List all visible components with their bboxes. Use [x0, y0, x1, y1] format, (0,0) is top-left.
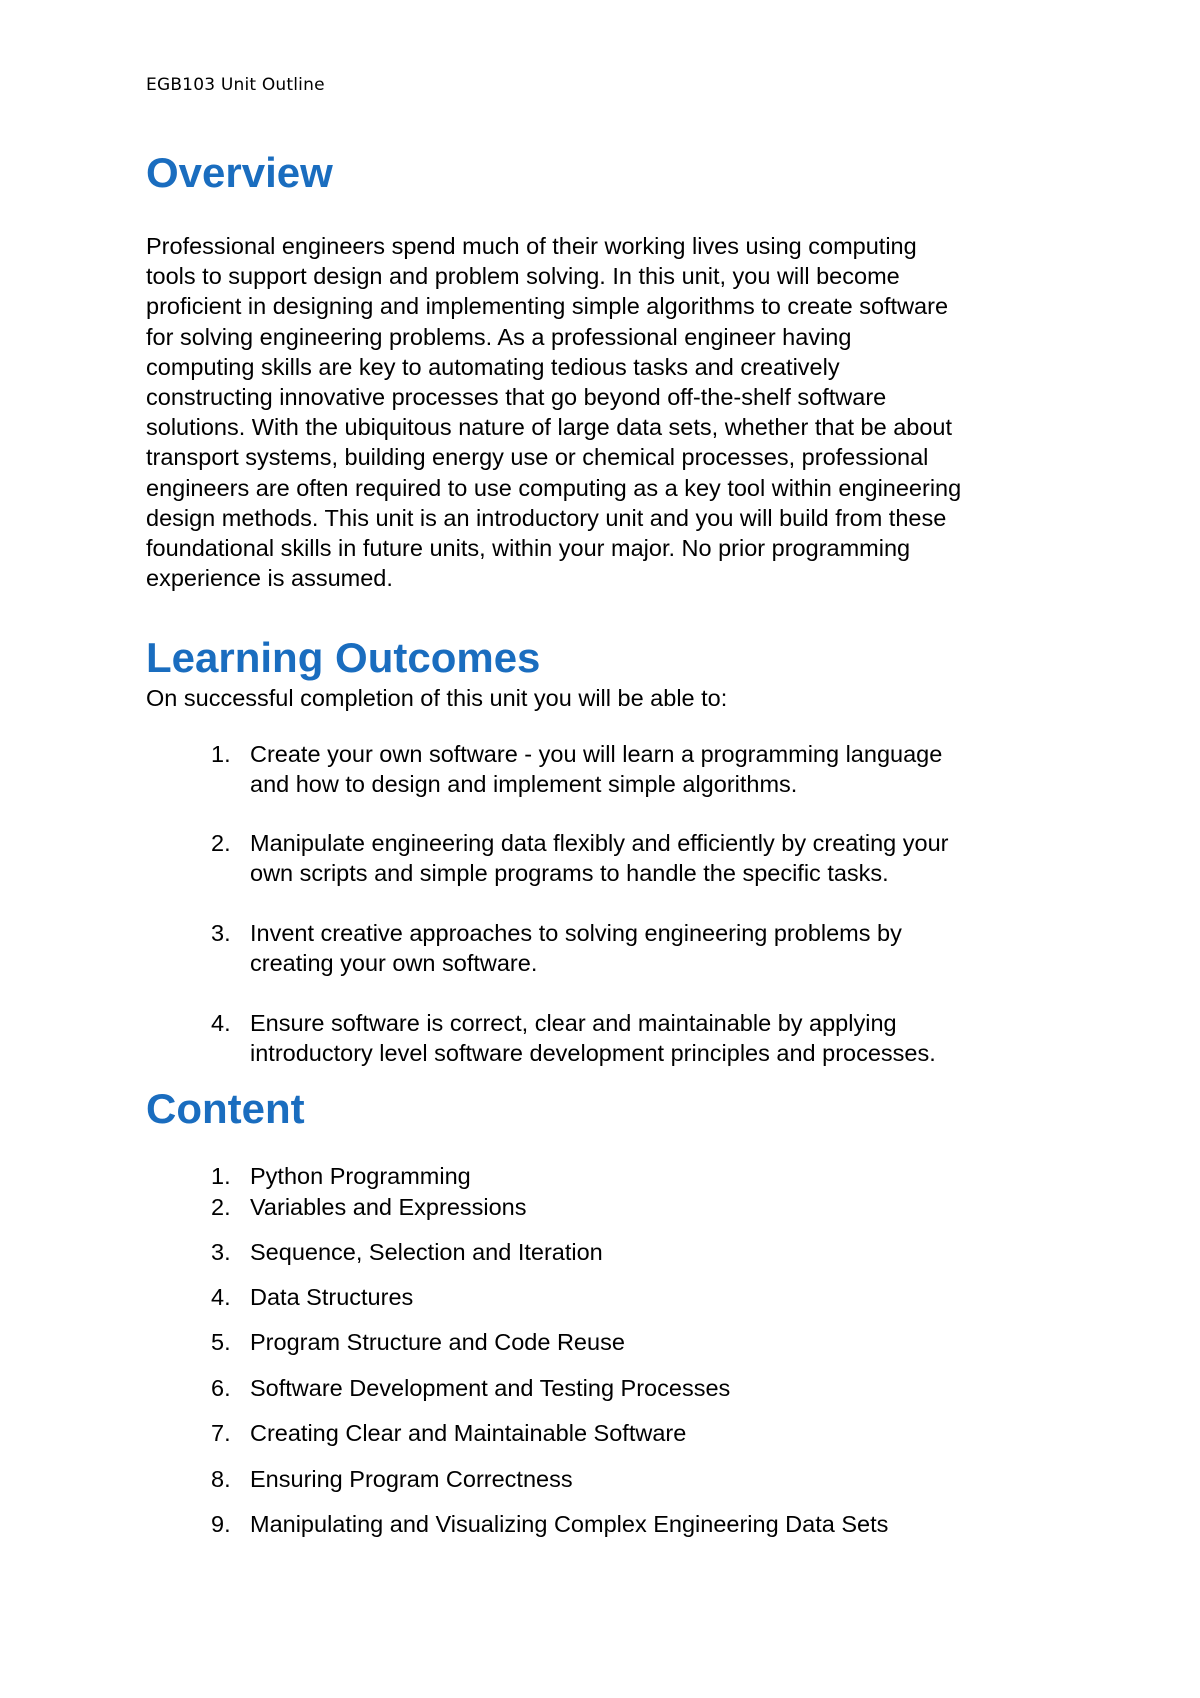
learning-outcomes-heading: Learning Outcomes: [146, 634, 541, 681]
list-number: 7.: [211, 1420, 231, 1446]
learning-outcomes-intro: On successful completion of this unit you will be able to:: [146, 685, 728, 711]
outcome-line: introductory level software development principles and processes.: [250, 1040, 936, 1066]
overview-line: proficient in designing and implementing simple algorithms to create software: [146, 293, 949, 320]
content-heading: Content: [146, 1085, 305, 1132]
list-number: 3.: [211, 920, 231, 946]
overview-line: constructing innovative processes that go beyond off-the-shelf software: [146, 384, 887, 411]
list-text: Program Structure and Code Reuse: [250, 1329, 625, 1355]
list-number: 6.: [211, 1375, 231, 1401]
overview-line: solutions. With the ubiquitous nature of large data sets, whether that be about: [146, 414, 953, 441]
list-number: 1.: [211, 741, 231, 767]
overview-line: foundational skills in future units, within your major. No prior programming: [146, 535, 911, 562]
list-text: Manipulating and Visualizing Complex Engineering Data Sets: [250, 1511, 889, 1537]
running-header: EGB103 Unit Outline: [146, 75, 325, 95]
list-text: Variables and Expressions: [250, 1194, 527, 1220]
outcome-line: own scripts and simple programs to handle the specific tasks.: [250, 860, 889, 886]
list-text: [250, 1008, 1050, 1068]
list-number: 4.: [211, 1284, 231, 1310]
outcome-line: Manipulate engineering data flexibly and efficiently by creating your: [250, 830, 949, 856]
outcome-line: and how to design and implement simple algorithms.: [250, 771, 798, 797]
list-number: 2.: [211, 1194, 231, 1220]
list-number: 9.: [211, 1511, 231, 1537]
overview-line: Professional engineers spend much of their working lives using computing: [146, 233, 917, 259]
overview-line: transport systems, building energy use or chemical processes, professional: [146, 444, 929, 471]
outcome-line: Invent creative approaches to solving engineering problems by: [250, 920, 902, 946]
list-number: 8.: [211, 1466, 231, 1492]
list-number: 1.: [211, 1163, 231, 1189]
overview-line: for solving engineering problems. As a professional engineer having: [146, 323, 852, 350]
list-text: Creating Clear and Maintainable Software: [250, 1420, 687, 1446]
overview-line: engineers are often required to use computing as a key tool within engineering: [146, 474, 962, 501]
list-text: [250, 739, 1050, 799]
list-text: Ensuring Program Correctness: [250, 1466, 573, 1492]
overview-line: tools to support design and problem solving. In this unit, you will become: [146, 263, 900, 290]
list-number: 2.: [211, 830, 231, 856]
outcome-line: Create your own software - you will learn a programming language: [250, 741, 943, 767]
list-text: Software Development and Testing Processes: [250, 1375, 731, 1401]
overview-heading: Overview: [146, 149, 333, 196]
list-text: Python Programming: [250, 1163, 471, 1189]
list-text: [250, 918, 1050, 978]
list-number: 3.: [211, 1239, 231, 1265]
list-number: 4.: [211, 1010, 231, 1036]
overview-line: computing skills are key to automating tedious tasks and creatively: [146, 353, 840, 380]
list-text: Sequence, Selection and Iteration: [250, 1239, 603, 1265]
outcome-line: creating your own software.: [250, 950, 538, 976]
overview-line: design methods. This unit is an introductory unit and you will build from these: [146, 504, 947, 531]
list-number: 5.: [211, 1329, 231, 1355]
overview-line: experience is assumed.: [146, 565, 393, 592]
outcome-line: Ensure software is correct, clear and maintainable by applying: [250, 1010, 897, 1036]
list-text: [250, 828, 1050, 888]
overview-paragraph: [146, 231, 1076, 593]
list-text: Data Structures: [250, 1284, 414, 1310]
